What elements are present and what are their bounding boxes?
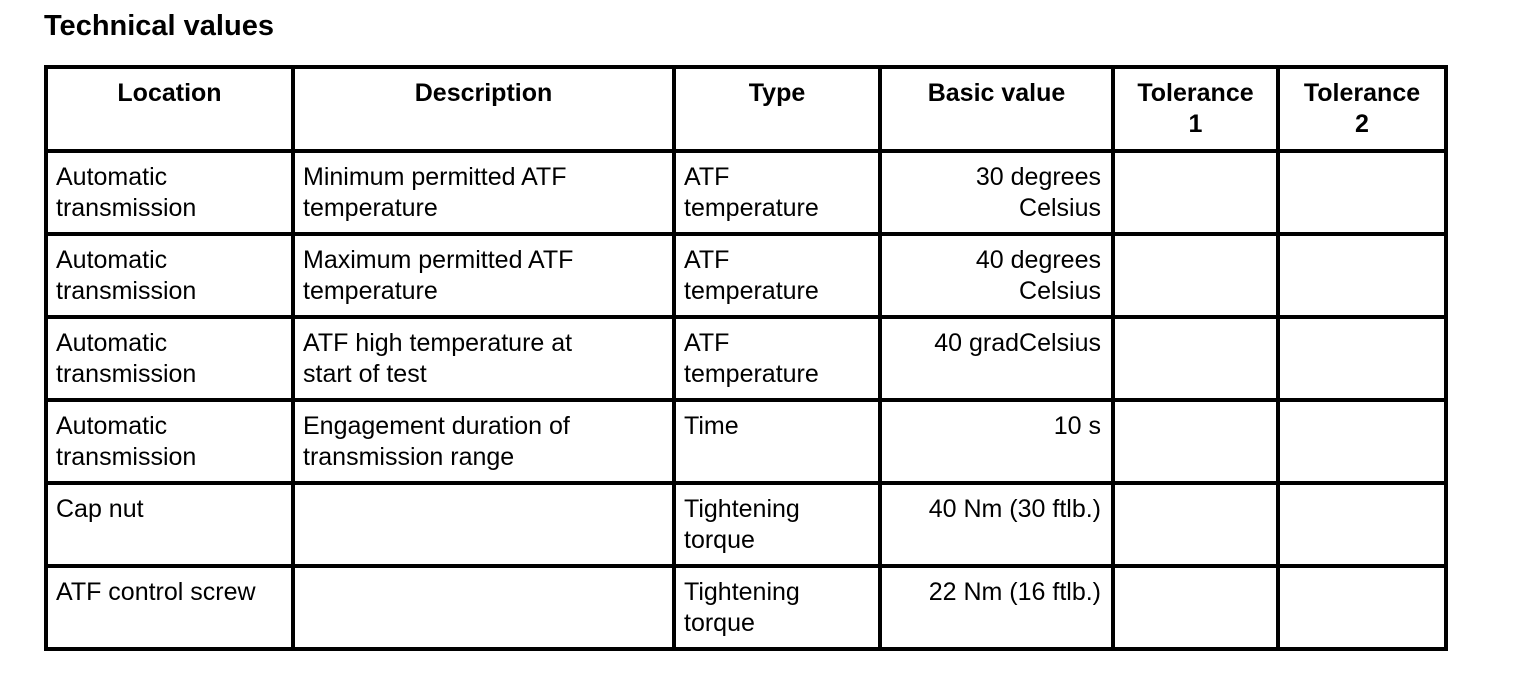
tolerance-1-cell [1113, 483, 1278, 566]
header-location: Location [46, 67, 293, 151]
tolerance-1-cell [1113, 566, 1278, 649]
technical-values-table [44, 65, 1448, 651]
location-cell: Automatic transmission [46, 234, 293, 317]
basic-value-cell: 10 s [880, 400, 1113, 483]
basic-value-cell: 30 degrees Celsius [880, 151, 1113, 234]
header-basic-value: Basic value [880, 67, 1113, 151]
location-cell: ATF control screw [46, 566, 293, 649]
type-cell: Tightening torque [674, 483, 880, 566]
type-cell: ATF temperature [674, 151, 880, 234]
table-row [46, 400, 1446, 483]
location-cell: Automatic transmission [46, 151, 293, 234]
location-cell: Automatic transmission [46, 317, 293, 400]
description-cell: ATF high temperature at start of test [293, 317, 674, 400]
description-cell: Engagement duration of transmission range [293, 400, 674, 483]
table-row [46, 566, 1446, 649]
basic-value-cell: 40 gradCelsius [880, 317, 1113, 400]
location-cell: Automatic transmission [46, 400, 293, 483]
header-tolerance-1: Tolerance 1 [1113, 67, 1278, 151]
tolerance-1-cell [1113, 317, 1278, 400]
tolerance-1-cell [1113, 400, 1278, 483]
description-cell [293, 566, 674, 649]
tolerance-2-cell [1278, 151, 1446, 234]
type-cell: ATF temperature [674, 234, 880, 317]
basic-value-cell: 22 Nm (16 ftlb.) [880, 566, 1113, 649]
header-tolerance-2: Tolerance 2 [1278, 67, 1446, 151]
page-title: Technical values [44, 10, 274, 42]
tolerance-2-cell [1278, 317, 1446, 400]
tolerance-1-cell [1113, 234, 1278, 317]
table-row [46, 483, 1446, 566]
header-type: Type [674, 67, 880, 151]
location-cell: Cap nut [46, 483, 293, 566]
basic-value-cell: 40 Nm (30 ftlb.) [880, 483, 1113, 566]
tolerance-2-cell [1278, 566, 1446, 649]
table-row [46, 151, 1446, 234]
tolerance-2-cell [1278, 234, 1446, 317]
table-row [46, 317, 1446, 400]
tolerance-2-cell [1278, 400, 1446, 483]
basic-value-cell: 40 degrees Celsius [880, 234, 1113, 317]
description-cell [293, 483, 674, 566]
description-cell: Maximum permitted ATF temperature [293, 234, 674, 317]
type-cell: ATF temperature [674, 317, 880, 400]
header-description: Description [293, 67, 674, 151]
tolerance-2-cell [1278, 483, 1446, 566]
header-row [46, 67, 1446, 151]
type-cell: Time [674, 400, 880, 483]
table-row [46, 234, 1446, 317]
type-cell: Tightening torque [674, 566, 880, 649]
tolerance-1-cell [1113, 151, 1278, 234]
description-cell: Minimum permitted ATF temperature [293, 151, 674, 234]
